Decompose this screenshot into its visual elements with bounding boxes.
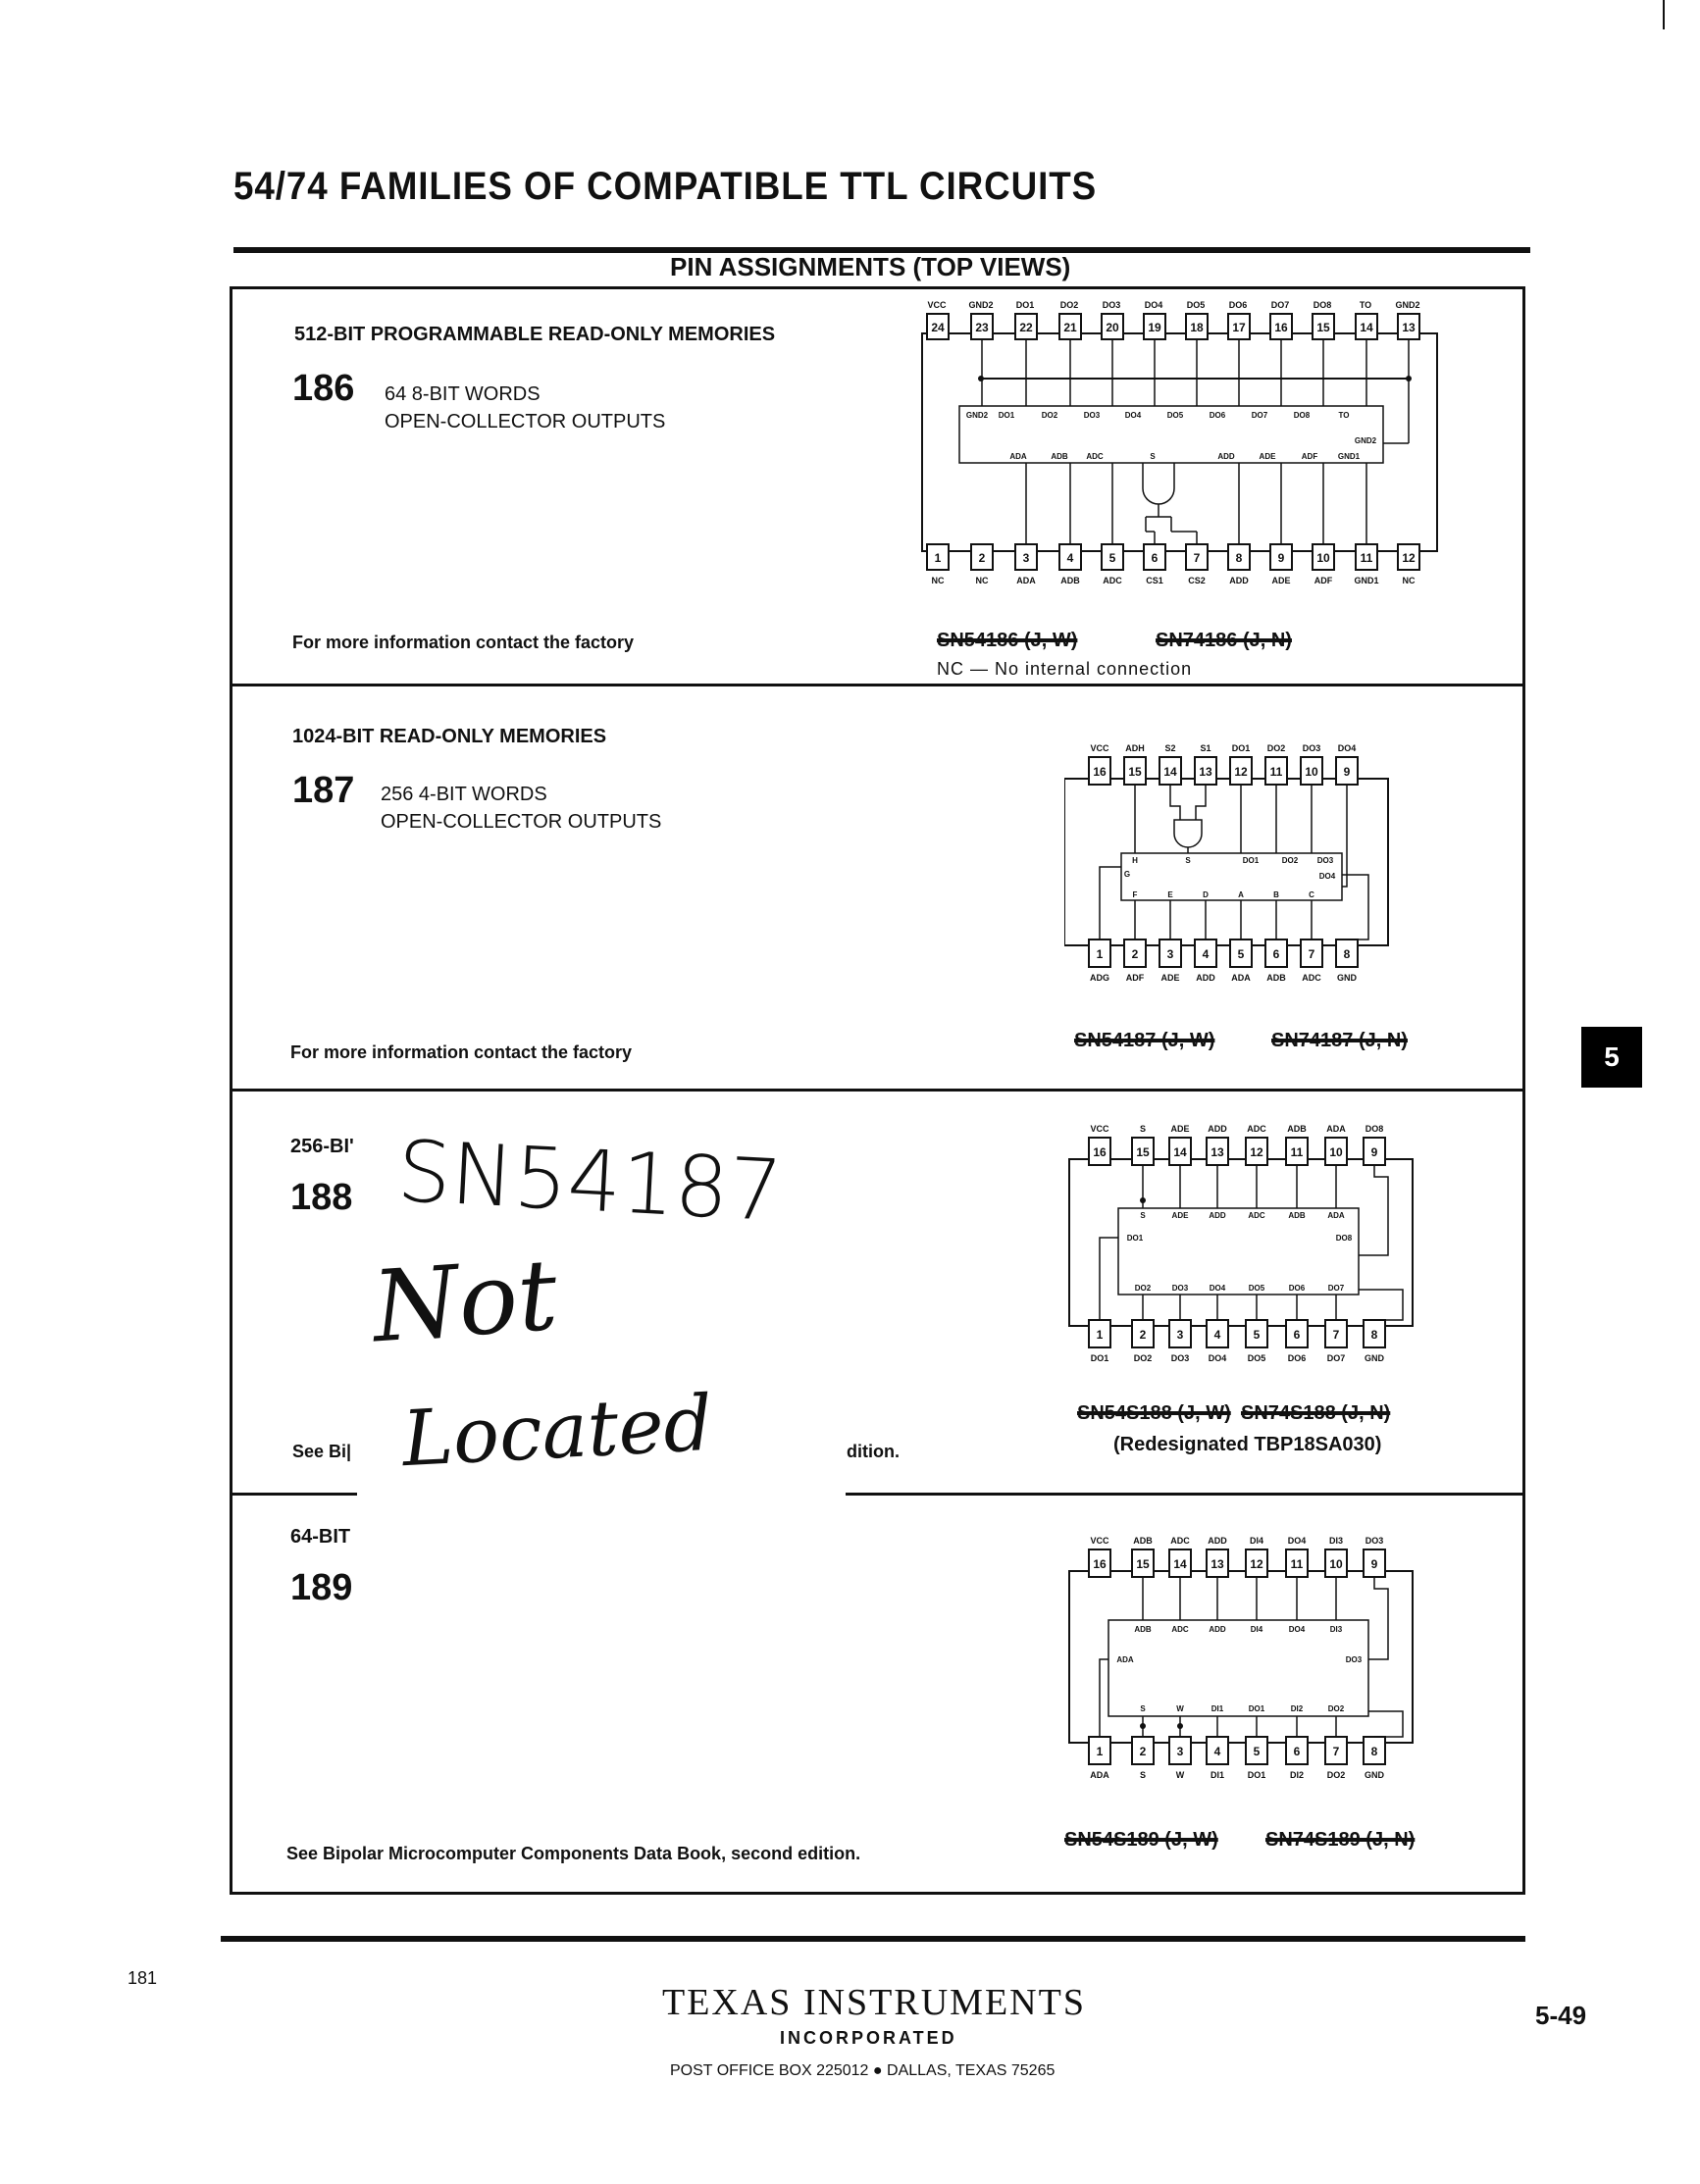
inner-label: DO1 <box>1248 1704 1265 1713</box>
pin-number: 7 <box>1308 947 1315 961</box>
inner-label: S <box>1150 452 1156 461</box>
pin-label: DO4 <box>1144 300 1163 310</box>
pin-number: 22 <box>1019 321 1033 334</box>
pin-number: 11 <box>1290 1557 1304 1571</box>
section-title: PIN ASSIGNMENTS (TOP VIEWS) <box>670 252 1071 281</box>
inner-label: DO8 <box>1335 1234 1353 1243</box>
pin-number: 12 <box>1250 1145 1263 1159</box>
pin-number: 2 <box>1139 1745 1147 1758</box>
pin-label: W <box>1175 1770 1185 1780</box>
panel-186-desc-2: OPEN-COLLECTOR OUTPUTS <box>385 411 666 432</box>
inner-label: ADB <box>1134 1625 1152 1634</box>
inner-label: C <box>1309 890 1314 899</box>
pin-label: ADA <box>1016 576 1036 585</box>
inner-label: ADC <box>1248 1211 1265 1220</box>
panel-188-note-left: See Bi| <box>292 1442 352 1461</box>
inner-label: DO2 <box>1041 411 1058 420</box>
pin-number: 16 <box>1093 1145 1107 1159</box>
inner-label: DO5 <box>1248 1284 1265 1293</box>
pin-label: ADB <box>1060 576 1080 585</box>
handwritten-note-located: Located <box>390 1379 725 1484</box>
pin-number: 10 <box>1305 765 1318 779</box>
inner-label: A <box>1238 890 1244 899</box>
inner-label: DO1 <box>1126 1234 1144 1243</box>
inner-label: DO4 <box>1318 872 1336 881</box>
pin-label: NC <box>1402 576 1416 585</box>
inner-label: DI2 <box>1290 1704 1304 1713</box>
pin-label: ADC <box>1302 973 1321 983</box>
inner-label: DO2 <box>1281 856 1299 865</box>
pin-number: 5 <box>1108 551 1116 565</box>
pin-label: DI2 <box>1289 1770 1305 1780</box>
panel-187-variant-74: SN74187 (J, N) <box>1271 1030 1408 1051</box>
pin-label: DO2 <box>1266 743 1286 753</box>
pin-number: 13 <box>1211 1145 1224 1159</box>
pin-label: NC <box>975 576 989 585</box>
panel-187-variant-54: SN54187 (J, W) <box>1074 1030 1215 1051</box>
pin-label: ADA <box>1090 1770 1109 1780</box>
inner-label: DO2 <box>1134 1284 1152 1293</box>
pin-label: ADC <box>1170 1536 1190 1546</box>
pin-number: 12 <box>1234 765 1248 779</box>
inner-label: DO1 <box>998 411 1015 420</box>
inner-label: GND2 <box>1354 436 1377 445</box>
inner-label: ADA <box>1009 452 1027 461</box>
pin-label: VCC <box>1090 743 1109 753</box>
inner-label: DI1 <box>1211 1704 1224 1713</box>
pinout-187-diagram <box>1064 737 1408 997</box>
inner-label: ADD <box>1217 452 1235 461</box>
pin-number: 16 <box>1093 765 1107 779</box>
pin-label: GND2 <box>1395 300 1420 310</box>
pin-label: ADH <box>1125 743 1145 753</box>
pin-number: 8 <box>1370 1328 1378 1342</box>
inner-label: DO3 <box>1316 856 1334 865</box>
panel-187-desc-1: 256 4-BIT WORDS <box>381 784 547 805</box>
pin-number: 13 <box>1211 1557 1224 1571</box>
pin-number: 15 <box>1136 1145 1150 1159</box>
panel-divider <box>230 1089 1525 1092</box>
pin-number: 14 <box>1173 1557 1187 1571</box>
inner-label: DO7 <box>1251 411 1268 420</box>
pin-label: DO1 <box>1247 1770 1266 1780</box>
inner-label: E <box>1167 890 1173 899</box>
pin-label: DO5 <box>1247 1353 1266 1363</box>
inner-label: DO7 <box>1327 1284 1345 1293</box>
pin-number: 15 <box>1316 321 1330 334</box>
pin-number: 16 <box>1093 1557 1107 1571</box>
pin-label: ADC <box>1103 576 1122 585</box>
pin-label: DO5 <box>1186 300 1206 310</box>
pin-number: 5 <box>1253 1745 1261 1758</box>
pin-number: 4 <box>1213 1745 1221 1758</box>
panel-187-part-number: 187 <box>292 770 355 811</box>
section-tab: 5 <box>1581 1027 1642 1088</box>
inner-label: S <box>1140 1211 1146 1220</box>
pin-number: 11 <box>1290 1145 1304 1159</box>
pin-number: 1 <box>934 551 942 565</box>
pin-label: VCC <box>927 300 947 310</box>
inner-label: F <box>1132 890 1138 899</box>
right-page-number: 5-49 <box>1535 2001 1587 2030</box>
inner-label: S <box>1185 856 1191 865</box>
bottom-rule <box>221 1936 1525 1942</box>
pin-number: 6 <box>1293 1745 1301 1758</box>
panel-189-heading: 64-BIT <box>290 1526 351 1548</box>
panel-189-part-number: 189 <box>290 1567 353 1608</box>
inner-label: DO2 <box>1327 1704 1345 1713</box>
inner-label: DI4 <box>1250 1625 1263 1634</box>
pin-number: 3 <box>1022 551 1030 565</box>
inner-label: DO4 <box>1124 411 1142 420</box>
pin-number: 7 <box>1332 1328 1340 1342</box>
pin-number: 2 <box>1131 947 1139 961</box>
panel-186-part-number: 186 <box>292 368 355 409</box>
inner-label: W <box>1176 1704 1184 1713</box>
inner-label: DO1 <box>1242 856 1260 865</box>
panel-189-variant-74: SN74S189 (J, N) <box>1265 1829 1416 1851</box>
panel-187-heading: 1024-BIT READ-ONLY MEMORIES <box>292 726 607 747</box>
pin-number: 23 <box>975 321 989 334</box>
inner-label: S <box>1140 1704 1146 1713</box>
pin-number: 8 <box>1343 947 1351 961</box>
inner-label: ADA <box>1327 1211 1345 1220</box>
pin-label: CS2 <box>1188 576 1206 585</box>
pin-number: 8 <box>1370 1745 1378 1758</box>
pin-label: DI4 <box>1249 1536 1264 1546</box>
inner-label: ADB <box>1288 1211 1306 1220</box>
panel-186-desc-1: 64 8-BIT WORDS <box>385 383 541 405</box>
pin-label: DO3 <box>1170 1353 1190 1363</box>
pin-label: GND <box>1337 973 1357 983</box>
pin-number: 2 <box>978 551 986 565</box>
pin-number: 19 <box>1148 321 1161 334</box>
pin-label: DO7 <box>1270 300 1290 310</box>
pinout-189-diagram <box>1064 1530 1427 1795</box>
pin-label: ADG <box>1090 973 1109 983</box>
left-page-number: 181 <box>128 1968 158 1988</box>
inner-label: DO3 <box>1345 1655 1363 1664</box>
inner-label: DO4 <box>1209 1284 1226 1293</box>
inner-label: DO3 <box>1083 411 1101 420</box>
pin-number: 2 <box>1139 1328 1147 1342</box>
pin-number: 3 <box>1166 947 1174 961</box>
footer-address: POST OFFICE BOX 225012 ● DALLAS, TEXAS 75265 <box>670 2062 1056 2079</box>
pin-label: ADD <box>1208 1536 1227 1546</box>
pin-label: ADF <box>1125 973 1145 983</box>
pin-number: 12 <box>1250 1557 1263 1571</box>
pin-label: DI3 <box>1328 1536 1344 1546</box>
page-title: 54/74 FAMILIES OF COMPATIBLE TTL CIRCUITS <box>233 165 1098 208</box>
pin-label: DO1 <box>1090 1353 1109 1363</box>
inner-label: ADF <box>1301 452 1318 461</box>
panel-186-note: For more information contact the factory <box>292 633 635 652</box>
pin-label: DO6 <box>1287 1353 1307 1363</box>
pin-label: S <box>1139 1124 1147 1134</box>
pin-label: ADE <box>1160 973 1180 983</box>
pin-label: ADE <box>1170 1124 1190 1134</box>
panel-189-variant-54: SN54S189 (J, W) <box>1064 1829 1218 1851</box>
pin-label: DO2 <box>1059 300 1079 310</box>
pin-label: GND2 <box>968 300 994 310</box>
inner-label: ADC <box>1086 452 1104 461</box>
pin-number: 12 <box>1402 551 1416 565</box>
pin-label: TO <box>1359 300 1372 310</box>
pin-label: ADD <box>1229 576 1249 585</box>
pin-label: S2 <box>1164 743 1176 753</box>
pinout-188-diagram <box>1064 1118 1427 1378</box>
pin-number: 8 <box>1235 551 1243 565</box>
pin-number: 16 <box>1274 321 1288 334</box>
pin-label: ADC <box>1247 1124 1266 1134</box>
pin-number: 11 <box>1269 765 1283 779</box>
pin-number: 10 <box>1329 1557 1343 1571</box>
pin-label: DO3 <box>1365 1536 1384 1546</box>
inner-label: D <box>1203 890 1209 899</box>
pin-number: 5 <box>1237 947 1245 961</box>
pin-label: GND1 <box>1354 576 1379 585</box>
pin-number: 4 <box>1213 1328 1221 1342</box>
inner-label: DO3 <box>1171 1284 1189 1293</box>
inner-label: ADA <box>1116 1655 1134 1664</box>
pin-label: DI1 <box>1210 1770 1225 1780</box>
handwritten-note-not: Not <box>369 1237 561 1365</box>
panel-186-heading: 512-BIT PROGRAMMABLE READ-ONLY MEMORIES <box>294 324 776 345</box>
panel-188-part-number: 188 <box>290 1177 353 1218</box>
pin-number: 3 <box>1176 1328 1184 1342</box>
inner-label: ADB <box>1051 452 1068 461</box>
panel-188-pinout <box>1064 1118 1427 1378</box>
pin-label: DO4 <box>1208 1353 1227 1363</box>
pin-number: 4 <box>1066 551 1074 565</box>
panel-188-variant-54: SN54S188 (J, W) <box>1077 1402 1231 1424</box>
panel-186-nc-note: NC — No internal connection <box>937 659 1193 679</box>
inner-label: ADE <box>1171 1211 1189 1220</box>
pin-label: ADD <box>1196 973 1215 983</box>
pin-label: NC <box>931 576 945 585</box>
pin-number: 6 <box>1272 947 1280 961</box>
pin-number: 21 <box>1063 321 1077 334</box>
pin-number: 15 <box>1128 765 1142 779</box>
inner-label: ADD <box>1209 1625 1226 1634</box>
pin-number: 5 <box>1253 1328 1261 1342</box>
pin-label: CS1 <box>1146 576 1163 585</box>
pin-label: DO1 <box>1015 300 1035 310</box>
pin-number: 13 <box>1199 765 1212 779</box>
pin-number: 6 <box>1293 1328 1301 1342</box>
pin-label: ADE <box>1271 576 1291 585</box>
pin-number: 9 <box>1343 765 1351 779</box>
inner-label: GND2 <box>965 411 989 420</box>
pin-label: DO4 <box>1287 1536 1307 1546</box>
inner-label: DO8 <box>1293 411 1311 420</box>
inner-label: DO4 <box>1288 1625 1306 1634</box>
panel-188-redesignated: (Redesignated TBP18SA030) <box>1113 1434 1382 1455</box>
pin-number: 24 <box>931 321 945 334</box>
pin-label: DO8 <box>1313 300 1332 310</box>
panel-189-note: See Bipolar Microcomputer Components Data Book, second edition. <box>286 1844 861 1863</box>
pin-number: 20 <box>1106 321 1119 334</box>
panel-189-pinout <box>1064 1530 1427 1795</box>
pin-label: DO7 <box>1326 1353 1346 1363</box>
inner-label: DO6 <box>1288 1284 1306 1293</box>
pin-label: ADD <box>1208 1124 1227 1134</box>
inner-label: GND1 <box>1337 452 1361 461</box>
panel-divider <box>230 1493 357 1496</box>
panel-188-heading: 256-BI' <box>290 1136 354 1157</box>
inner-label: DO6 <box>1209 411 1226 420</box>
panel-187-note: For more information contact the factory <box>290 1042 633 1062</box>
pin-number: 9 <box>1370 1557 1378 1571</box>
pin-label: GND <box>1365 1353 1384 1363</box>
brand-name: TEXAS INSTRUMENTS <box>662 1982 1086 2023</box>
panel-187-pinout <box>1064 737 1408 997</box>
pin-number: 3 <box>1176 1745 1184 1758</box>
pin-number: 14 <box>1360 321 1373 334</box>
pin-number: 1 <box>1096 1745 1104 1758</box>
pinout-186-diagram <box>902 296 1452 595</box>
pin-number: 10 <box>1329 1145 1343 1159</box>
pin-label: VCC <box>1090 1536 1109 1546</box>
pin-label: S1 <box>1200 743 1211 753</box>
pin-label: ADB <box>1287 1124 1307 1134</box>
pin-label: GND <box>1365 1770 1384 1780</box>
pin-number: 9 <box>1277 551 1285 565</box>
pin-label: ADA <box>1326 1124 1346 1134</box>
pin-number: 14 <box>1173 1145 1187 1159</box>
pin-number: 6 <box>1151 551 1159 565</box>
pin-number: 4 <box>1202 947 1210 961</box>
pin-number: 7 <box>1193 551 1201 565</box>
inner-label: ADE <box>1259 452 1276 461</box>
pin-label: DO8 <box>1365 1124 1384 1134</box>
panel-divider <box>230 684 1525 686</box>
panel-188-variant-74: SN74S188 (J, N) <box>1241 1402 1391 1424</box>
panel-186-variant-74: SN74186 (J, N) <box>1156 630 1292 651</box>
panel-186-pinout <box>902 296 1452 595</box>
panel-188-note-right: dition. <box>847 1442 900 1461</box>
inner-label: G <box>1123 870 1131 879</box>
pin-label: VCC <box>1090 1124 1109 1134</box>
pin-number: 18 <box>1190 321 1204 334</box>
inner-label: DO5 <box>1166 411 1184 420</box>
pin-label: ADB <box>1133 1536 1153 1546</box>
inner-label: ADD <box>1209 1211 1226 1220</box>
inner-label: TO <box>1338 411 1350 420</box>
pin-label: DO6 <box>1228 300 1248 310</box>
pin-number: 10 <box>1316 551 1330 565</box>
pin-label: DO3 <box>1302 743 1321 753</box>
pin-number: 11 <box>1360 551 1373 565</box>
inner-label: B <box>1273 890 1279 899</box>
pin-label: ADF <box>1314 576 1333 585</box>
panel-186-variant-54: SN54186 (J, W) <box>937 630 1078 651</box>
pin-number: 15 <box>1136 1557 1150 1571</box>
pin-number: 13 <box>1402 321 1416 334</box>
panel-divider <box>846 1493 1525 1496</box>
inner-label: DI3 <box>1329 1625 1343 1634</box>
brand-subtitle: INCORPORATED <box>780 2028 957 2048</box>
pin-label: ADA <box>1231 973 1251 983</box>
inner-label: ADC <box>1171 1625 1189 1634</box>
pin-number: 7 <box>1332 1745 1340 1758</box>
pin-number: 9 <box>1370 1145 1378 1159</box>
pin-label: DO4 <box>1337 743 1357 753</box>
pin-label: DO2 <box>1326 1770 1346 1780</box>
pin-number: 17 <box>1232 321 1246 334</box>
pin-label: DO2 <box>1133 1353 1153 1363</box>
pin-number: 14 <box>1163 765 1177 779</box>
inner-label: H <box>1132 856 1138 865</box>
pin-label: DO1 <box>1231 743 1251 753</box>
pin-label: S <box>1139 1770 1147 1780</box>
pin-number: 1 <box>1096 947 1104 961</box>
handwritten-note-part: SN54187 <box>394 1122 785 1242</box>
panel-187-desc-2: OPEN-COLLECTOR OUTPUTS <box>381 811 662 833</box>
corner-mark <box>1663 0 1665 29</box>
pin-label: DO3 <box>1102 300 1121 310</box>
pin-number: 1 <box>1096 1328 1104 1342</box>
pin-label: ADB <box>1266 973 1286 983</box>
